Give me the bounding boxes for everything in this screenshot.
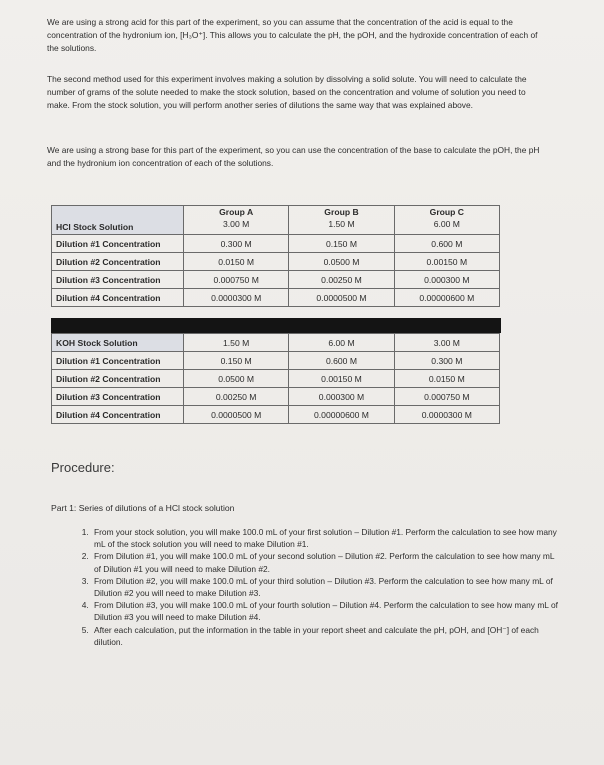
row-label: Dilution #3 Concentration bbox=[52, 271, 184, 289]
table-cell: 0.000750 M bbox=[394, 388, 499, 406]
hcl-group-a-cell bbox=[184, 206, 289, 235]
procedure-steps-list bbox=[70, 526, 561, 648]
table-cell: 0.600 M bbox=[289, 352, 394, 370]
koh-row-label: KOH Stock Solution bbox=[52, 334, 184, 352]
table-row bbox=[52, 370, 500, 388]
koh-dilution-table bbox=[51, 333, 500, 424]
intro-paragraph-solid-solute: The second method used for this experiment involves making a solution by dissolving a solid solute. You will need to calculate the number of grams of the solute needed to make the stock solution, based on the concentration and volume of solution you need to make. From the stock solution, you will perform another series of dilutions the same way that was explained above. bbox=[47, 74, 527, 110]
table-row bbox=[52, 271, 500, 289]
table-cell: 0.0000500 M bbox=[289, 289, 394, 307]
hcl-header-row bbox=[52, 206, 500, 235]
table-cell: 3.00 M bbox=[394, 334, 499, 352]
hcl-dilution-table bbox=[51, 205, 500, 307]
table-row bbox=[52, 388, 500, 406]
hcl-group-c-cell bbox=[394, 206, 499, 235]
row-label: Dilution #4 Concentration bbox=[52, 289, 184, 307]
part-1-title: Part 1: Series of dilutions of a HCl stock solution bbox=[51, 503, 235, 513]
row-label: Dilution #1 Concentration bbox=[52, 352, 184, 370]
hcl-row-label: HCl Stock Solution bbox=[52, 206, 184, 235]
table-cell: 0.0000500 M bbox=[184, 406, 289, 424]
table-cell: 0.000300 M bbox=[289, 388, 394, 406]
table-cell: 0.0500 M bbox=[184, 370, 289, 388]
table-cell: 0.150 M bbox=[184, 352, 289, 370]
table-row bbox=[52, 253, 500, 271]
group-c-header: Group C bbox=[429, 207, 465, 217]
table-cell: 0.600 M bbox=[394, 235, 499, 253]
table-row bbox=[52, 235, 500, 253]
table-cell: 1.50 M bbox=[184, 334, 289, 352]
intro-paragraph-acid: We are using a strong acid for this part of the experiment, so you can assume that the concentration of the acid is equal to the concentration of the hydronium ion, [H₃O⁺]. This allows you to calculate the pH, the pOH, and the hydroxide concentration of each of the solutions. bbox=[47, 17, 538, 53]
table-row bbox=[52, 334, 500, 352]
hcl-stock-value: 3.00 M bbox=[223, 219, 250, 229]
procedure-step: 1. From your stock solution, you will make 100.0 mL of your first solution – Dilution #1. Perform the calculation to see how many mL of the stock solution you will need to make Dilution #1. bbox=[91, 526, 561, 550]
hcl-stock-value: 1.50 M bbox=[328, 219, 355, 229]
table-cell: 6.00 M bbox=[289, 334, 394, 352]
table-row bbox=[52, 352, 500, 370]
table-cell: 0.0150 M bbox=[394, 370, 499, 388]
hcl-stock-value: 6.00 M bbox=[433, 219, 460, 229]
table-cell: 0.00000600 M bbox=[289, 406, 394, 424]
table-cell: 0.000300 M bbox=[394, 271, 499, 289]
group-b-header: Group B bbox=[324, 207, 359, 217]
table-cell: 0.00150 M bbox=[394, 253, 499, 271]
table-cell: 0.0500 M bbox=[289, 253, 394, 271]
group-a-header: Group A bbox=[219, 207, 254, 217]
table-cell: 0.000750 M bbox=[184, 271, 289, 289]
table-cell: 0.0000300 M bbox=[184, 289, 289, 307]
table-cell: 0.150 M bbox=[289, 235, 394, 253]
row-label: Dilution #2 Concentration bbox=[52, 370, 184, 388]
table-cell: 0.00250 M bbox=[184, 388, 289, 406]
intro-paragraph-base: We are using a strong base for this part of the experiment, so you can use the concentration of the base to calculate the pOH, the pH and the hydronium ion concentration of each of the solutions. bbox=[47, 145, 540, 168]
table-cell: 0.300 M bbox=[184, 235, 289, 253]
table-cell: 0.00000600 M bbox=[394, 289, 499, 307]
table-separator-bar bbox=[51, 318, 501, 333]
table-cell: 0.00250 M bbox=[289, 271, 394, 289]
row-label: Dilution #4 Concentration bbox=[52, 406, 184, 424]
procedure-step: 2. From Dilution #1, you will make 100.0 mL of your second solution – Dilution #2. Perform the calculation to see how many mL of Dilution #1 you will need to make Dilution #2. bbox=[91, 550, 561, 574]
table-row bbox=[52, 406, 500, 424]
table-row bbox=[52, 289, 500, 307]
table-cell: 0.00150 M bbox=[289, 370, 394, 388]
procedure-step: 3. From Dilution #2, you will make 100.0 mL of your third solution – Dilution #3. Perform the calculation to see how many mL of Dilution #2 you will need to make Dilution #3. bbox=[91, 575, 561, 599]
procedure-step: 4. From Dilution #3, you will make 100.0 mL of your fourth solution – Dilution #4. Perform the calculation to see how many mL of Dilution #3 you will need to make Dilution #4. bbox=[91, 599, 561, 623]
row-label: Dilution #3 Concentration bbox=[52, 388, 184, 406]
table-cell: 0.0150 M bbox=[184, 253, 289, 271]
row-label: Dilution #2 Concentration bbox=[52, 253, 184, 271]
table-cell: 0.300 M bbox=[394, 352, 499, 370]
hcl-group-b-cell bbox=[289, 206, 394, 235]
procedure-step: 5. After each calculation, put the information in the table in your report sheet and calculate the pH, pOH, and [OH⁻] of each dilution. bbox=[91, 624, 561, 648]
table-cell: 0.0000300 M bbox=[394, 406, 499, 424]
row-label: Dilution #1 Concentration bbox=[52, 235, 184, 253]
procedure-heading: Procedure: bbox=[51, 460, 115, 475]
